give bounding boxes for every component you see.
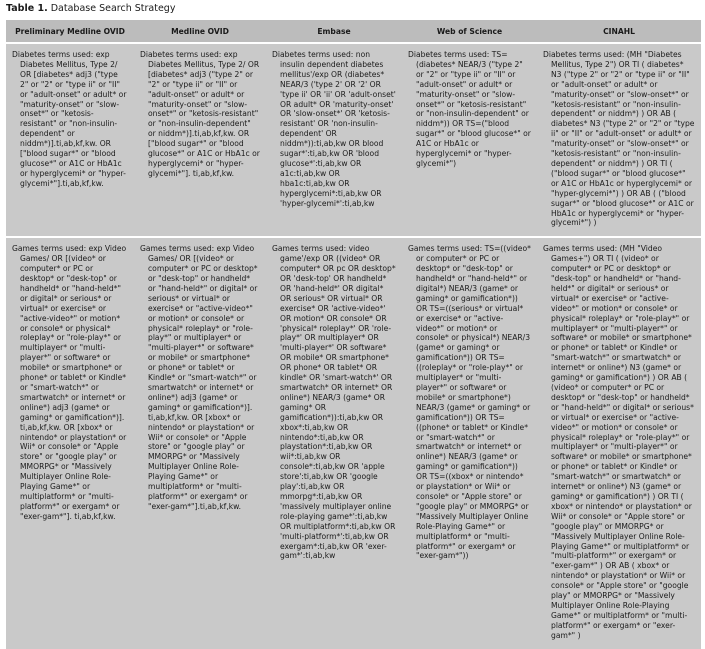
table-cell: Diabetes terms used: (MH "Diabetes Mellitus, Type 2") OR TI ( diabetes* N3 ("type 2" or "2" or "type ii" or "II" or "adult-onset" or adult* or "maturity-onset" or "slow-onset*" or "ketosis-resistant" or "non-insulin-dependent" or niddm*) ) OR AB ( diabetes* N3 ("type 2" or "2" or "type ii" or "II" or "adult-onset" or adult* or "maturity-onset" or "slow-onset*" or "ketosis-resistant" or "non-insulin-dependent" or niddm*) ) OR TI ( ("blood sugar*" or "blood glucose*" or A1C or HbA1c or hyperglycemi* or "hyper-glycemi*") ) OR AB ( ("blood sugar*" or "blood glucose*" or A1C or HbA1c or hyperglycemi* or "hyper-glycemi*") ) — [537, 43, 701, 237]
table-cell: Games terms used: exp Video Games/ OR [(video* or computer* or PC or desktop* or "desk-top" or handheld* or "hand-held*" or digital* or serious* or virtual* or exercise* or "active-video*" or motion* or console* or physical* roleplay* or "role-play*" or multiplayer* or "multi-player*" or software* or mobile* or smartphone* or phone* or tablet* or Kindle* or "smart-watch*" or smartwatch* or internet* or online*) adj3 (game* or gaming* or gamification*)]. ti,ab,kf,kw. OR [xbox* or nintendo* or playstation* or Wii* or console* or "Apple store" or "google play" or MMORPG* or "Massively Multiplayer Online Role-Playing Game*" or multiplatform* or "multi-platform*" or exergam* or "exer-gam*"]. ti,ab,kf,kw. — [12, 244, 127, 521]
table-cell: Diabetes terms used: exp Diabetes Mellitus, Type 2/ OR [diabetes* adj3 ("type 2" or "2" or "type ii" or "II" or "adult-onset" or adult* or "maturity-onset" or "slow-onset*" or "ketosis-resistant" or "non-insulin-dependent" or niddm*)].ti,ab,kf,kw. OR ["blood sugar*" or "blood glucose*" or A1C or HbA1c or hyperglycemi* or "hyper-glycemi*"]. ti,ab,kf,kw. — [134, 43, 266, 237]
table-row-diabetes — [6, 43, 701, 237]
table-title: Database Search Strategy — [50, 3, 176, 14]
header-row — [6, 20, 701, 43]
search-strategy-table — [6, 20, 701, 649]
table-cell: Diabetes terms used: non insulin dependent diabetes mellitus'/exp OR (diabetes* NEAR/3 ('type 2' OR '2' OR 'type ii' OR 'ii' OR 'adult-onset' OR adult* OR 'maturity-onset' OR 'slow-onset*' OR 'ketosis-resistant' OR 'non-insulin-dependent' OR niddm*)):ti,ab,kw OR blood sugar*':ti,ab,kw OR 'blood glucose*':ti,ab,kw OR a1c:ti,ab,kw OR hba1c:ti,ab,kw OR hyperglycemi*:ti,ab,kw OR 'hyper-glycemi*':ti,ab,kw — [266, 43, 402, 237]
table-label: Table 1. — [6, 3, 48, 14]
column-header-cinahl: CINAHL — [537, 20, 701, 43]
table-cell: Diabetes terms used: TS=(diabetes* NEAR/3 ("type 2" or "2" or "type ii" or "II" or "adult-onset" or adult* or "maturity-onset" or "slow-onset*" or "ketosis-resistant" or "non-insulin-dependent" or niddm*)) OR TS=("blood sugar*" or "blood glucose*" or A1C or HbA1c or hyperglycemi* or "hyper-glycemi*") — [402, 43, 537, 237]
table-cell: Games terms used: exp Video Games/ OR [(video* or computer* or PC or desktop* or "desk-top" or handheld* or "hand-held*" or digital* or serious* or virtual* or exercise* or "active-video*" or motion* or console* or physical* roleplay* or "role-play*" or multiplayer* or "multi-player*" or software* or mobile* or smartphone* or phone* or tablet* or Kindle* or "smart-watch*" or smartwatch* or internet* or online*) adj3 (game* or gaming* or gamification*)]. ti,ab,kf,kw. OR [xbox* or nintendo* or playstation* or Wii* or console* or "Apple store" or "google play" or MMORPG* or "Massively Multiplayer Online Role-Playing Game*" or multiplatform* or "multi-platform*" or exergam* or "exer-gam*"].ti,ab,kf,kw. — [140, 244, 258, 511]
table-cell: Games terms used: TS=((video* or computer* or PC or desktop* or "desk-top" or handheld* or "hand-held*" or digital*) NEAR/3 (game* or gaming* or gamification*)) OR TS=((serious* or virtual* or exercise* or "active-video*" or motion* or console* or physical*) NEAR/3 (game* or gaming* or gamification*)) OR TS=((roleplay* or "role-play*" or multiplayer* or "multi-player*" or software* or mobile* or smartphone*) NEAR/3 (game* or gaming* or gamification*)) OR TS=((phone* or tablet* or Kindle* or "smart-watch*" or smartwatch* or internet* or online*) NEAR/3 (game* or gaming* or gamification*)) OR TS=((xbox* or nintendo* or playstation* or Wii* or console* or "Apple store" or "google play" or MMORPG* or "Massively Multiplayer Online Role-Playing Game*" or multiplatform* or "multi-platform*" or exergam* or "exer-gam*")) — [408, 244, 531, 561]
column-header-medline: Medline OVID — [134, 20, 266, 43]
table-cell: Games terms used: video game'/exp OR ((video* OR computer* OR pc OR desktop* OR 'desk-top' OR handheld* OR 'hand-held*' OR digital* OR serious* OR virtual* OR exercise* OR 'active-video*' OR motion* OR console* OR 'physical* roleplay*' OR 'role-play*' OR multiplayer* OR 'multi-player*' OR software* OR mobile* OR smartphone* OR phone* OR tablet* OR kindle* OR 'smart-watch*' OR smartwatch* OR internet* OR online*) NEAR/3 (game* OR gaming* OR gamification*)):ti,ab,kw OR xbox*:ti,ab,kw OR nintendo*:ti,ab,kw OR playstation*:ti,ab,kw OR wii*:ti,ab,kw OR console*:ti,ab,kw OR 'apple store':ti,ab,kw OR 'google play':ti,ab,kw OR mmorpg*:ti,ab,kw OR 'massively multiplayer online role-playing game*':ti,ab,kw OR multiplatform*:ti,ab,kw OR 'multi-platform*':ti,ab,kw OR exergam*:ti,ab,kw OR 'exer-gam*':ti,ab,kw — [272, 244, 396, 561]
column-header-embase: Embase — [266, 20, 402, 43]
column-header-web-of-science: Web of Science — [402, 20, 537, 43]
column-header-preliminary-medline: Preliminary Medline OVID — [6, 20, 134, 43]
table-row-games — [6, 237, 701, 648]
table-caption — [6, 3, 175, 14]
table-cell: Diabetes terms used: exp Diabetes Mellitus, Type 2/ OR [diabetes* adj3 ("type 2" or "2" or "type ii" or "II" or "adult-onset" or adult* or "maturity-onset" or "slow-onset*" or "ketosis-resistant" or "non-insulin-dependent" or niddm*)].ti,ab,kf,kw. OR ["blood sugar*" or "blood glucose*" or A1C or HbA1c or hyperglycemi* or "hyper-glycemi*"].ti,ab,kf,kw. — [6, 43, 134, 237]
table-cell: Games terms used: (MH "Video Games+") OR TI ( (video* or computer* or PC or desktop* or "desk-top" or handheld* or "hand-held*" or digital* or serious* or virtual* or exercise* or "active-video*" or motion* or console* or physical* roleplay* or "role-play*" or multiplayer* or "multi-player*" or software* or mobile* or smartphone* or phone* or tablet* or Kindle* or "smart-watch*" or smartwatch* or internet* or online*) N3 (game* or gaming* or gamification*) ) OR AB ( (video* or computer* or PC or desktop* or "desk-top" or handheld* or "hand-held*" or digital* or serious* or virtual* or exercise* or "active-video*" or motion* or console* or physical* roleplay* or "role-play*" or multiplayer* or "multi-player*" or software* or mobile* or smartphone* or phone* or tablet* or Kindle* or "smart-watch*" or smartwatch* or internet* or online*) N3 (game* or gaming* or gamification*) ) OR TI ( xbox* or nintendo* or playstation* or Wii* or console* or "Apple store" or "google play" or MMORPG* or "Massively Multiplayer Online Role-Playing Game*" or multiplatform* or "multi-platform*" or exergam* or "exer-gam*" ) OR AB ( xbox* or nintendo* or playstation* or Wii* or console* or "Apple store" or "google play" or MMORPG* or "Massively Multiplayer Online Role-Playing Game*" or multiplatform* or "multi-platform*" or exergam* or "exer-gam*" ) — [543, 244, 694, 640]
